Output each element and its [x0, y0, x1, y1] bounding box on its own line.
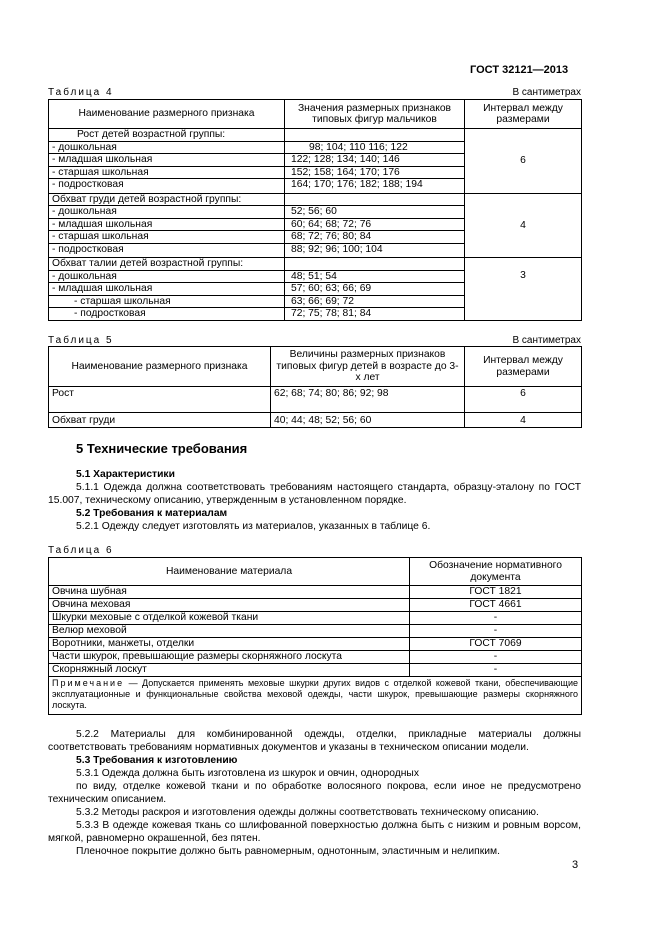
group-title: Рост детей возрастной группы: — [49, 129, 285, 142]
row-name: - дошкольная — [49, 141, 285, 154]
note-label: Примечание — [52, 678, 125, 688]
paragraph: 5.3.2 Методы раскроя и изготовления одежды должны соответствовать техническому описанию. — [76, 807, 539, 818]
table-4 — [48, 99, 582, 321]
paragraph: 5.3.1 Одежда должна быть изготовлена из шкурок и овчин, однородных — [76, 768, 419, 779]
interval-cell: 6 — [465, 129, 582, 194]
row-name: - младшая школьная — [49, 218, 285, 231]
table-row — [49, 638, 582, 651]
row-name: - старшая школьная — [49, 231, 285, 244]
row-interval: 6 — [465, 387, 582, 413]
row-values: 122; 128; 134; 140; 146 — [285, 154, 465, 167]
row-name: Велюр меховой — [49, 625, 410, 638]
table6-col-doc: Обозначение нормативного документа — [410, 558, 582, 586]
paragraph: 5.3.3 В одежде кожевая ткань со шлифованной поверхностью должна быть с низким и ровным ворсом, мягкой, равномерно окрашенной, без пятен. — [48, 820, 581, 845]
table4-header-row — [49, 100, 582, 129]
table5-unit: В сантиметрах — [512, 335, 581, 346]
row-doc: ГОСТ 7069 — [410, 638, 582, 651]
group-title: Обхват груди детей возрастной группы: — [49, 193, 285, 206]
table-row — [49, 599, 582, 612]
standard-header: ГОСТ 32121—2013 — [470, 64, 569, 76]
table4-label: Таблица 4 — [48, 87, 114, 98]
table-row — [49, 651, 582, 664]
row-name: Рост — [49, 387, 271, 413]
interval-cell: 3 — [465, 258, 582, 321]
row-name: Скорняжный лоскут — [49, 664, 410, 677]
subsection-title: 5.1 Характеристики — [76, 469, 175, 480]
row-doc: - — [410, 651, 582, 664]
row-values: 164; 170; 176; 182; 188; 194 — [285, 179, 465, 194]
table-row — [49, 413, 582, 428]
row-name: - старшая школьная — [49, 295, 285, 308]
row-name: Шкурки меховые с отделкой кожевой ткани — [49, 612, 410, 625]
row-values: 57; 60; 63; 66; 69 — [285, 283, 465, 296]
table-row — [49, 586, 582, 599]
row-name: - младшая школьная — [49, 154, 285, 167]
row-name: - младшая школьная — [49, 283, 285, 296]
subsection-title: 5.2 Требования к материалам — [76, 508, 228, 519]
table-row — [49, 625, 582, 638]
row-values: 48; 51; 54 — [285, 270, 465, 283]
table4-unit: В сантиметрах — [512, 87, 581, 98]
row-interval: 4 — [465, 413, 582, 428]
paragraph: 5.2.1 Одежду следует изготовлять из материалов, указанных в таблице 6. — [76, 521, 431, 532]
row-name: Овчина шубная — [49, 586, 410, 599]
table6-caption — [48, 545, 581, 556]
row-doc: - — [410, 612, 582, 625]
table4-col-interval: Интервал между размерами — [465, 100, 582, 129]
table6-header-row — [49, 558, 582, 586]
row-name: - дошкольная — [49, 206, 285, 219]
row-values: 40; 44; 48; 52; 56; 60 — [271, 413, 465, 428]
row-doc: - — [410, 664, 582, 677]
row-values: 98; 104; 110 116; 122 — [285, 141, 465, 154]
table5-col-interval: Интервал между размерами — [465, 347, 582, 387]
table-row — [49, 612, 582, 625]
table-row — [49, 258, 582, 271]
row-doc: ГОСТ 1821 — [410, 586, 582, 599]
row-doc: - — [410, 625, 582, 638]
table-row — [49, 387, 582, 413]
section-heading: 5 Технические требования — [76, 441, 248, 456]
table6-note-row — [49, 677, 582, 715]
row-name: - подростковая — [49, 243, 285, 258]
note-text: — Допускается применять меховые шкурки других видов с отделкой кожевой ткани, обеспечивающие эксплуатационные и функциональные свойства меховой одежды, части шкурок, превышающие размеры скорняжного лоскута. — [52, 678, 578, 710]
table-row — [49, 129, 582, 142]
row-name: - старшая школьная — [49, 166, 285, 179]
table6-col-name: Наименование материала — [49, 558, 410, 586]
row-values: 62; 68; 74; 80; 86; 92; 98 — [271, 387, 465, 413]
table-6 — [48, 557, 582, 715]
row-values: 152; 158; 164; 170; 176 — [285, 166, 465, 179]
row-values: 68; 72; 76; 80; 84 — [285, 231, 465, 244]
row-name: - подростковая — [49, 308, 285, 321]
row-values: 52; 56; 60 — [285, 206, 465, 219]
row-name: Обхват груди — [49, 413, 271, 428]
table6-label: Таблица 6 — [48, 545, 114, 556]
table5-col-name: Наименование размерного признака — [49, 347, 271, 387]
row-name: Овчина меховая — [49, 599, 410, 612]
table6-note — [49, 677, 582, 715]
table-5 — [48, 346, 582, 428]
row-values: 88; 92; 96; 100; 104 — [285, 243, 465, 258]
row-name: - дошкольная — [49, 270, 285, 283]
page-number: 3 — [572, 859, 579, 871]
table-row — [49, 664, 582, 677]
row-doc: ГОСТ 4661 — [410, 599, 582, 612]
table5-caption — [48, 335, 581, 346]
table4-col-name: Наименование размерного признака — [49, 100, 285, 129]
row-values: 63; 66; 69; 72 — [285, 295, 465, 308]
paragraph: 5.2.2 Материалы для комбинированной одежды, отделки, прикладные материалы должны соответствовать требованиям нормативных документов и указаны в техническом описании модели. — [48, 729, 581, 754]
table5-header-row — [49, 347, 582, 387]
group-title: Обхват талии детей возрастной группы: — [49, 258, 285, 271]
paragraph: по виду, отделке кожевой ткани и по обработке волосяного покрова, если иное не предусмотрено техническим описанием. — [48, 781, 581, 806]
paragraph: Пленочное покрытие должно быть равномерным, однотонным, эластичным и нелипким. — [76, 846, 500, 857]
subsection-title: 5.3 Требования к изготовлению — [76, 755, 238, 766]
row-name: Части шкурок, превышающие размеры скорняжного лоскута — [49, 651, 410, 664]
row-values: 72; 75; 78; 81; 84 — [285, 308, 465, 321]
paragraph: 5.1.1 Одежда должна соответствовать требованиям настоящего стандарта, образцу-эталону по ГОСТ 15.007, техническому описанию, утвержденным в установленном порядке. — [48, 482, 581, 507]
table4-col-values: Значения размерных признаков типовых фигур мальчиков — [285, 100, 465, 129]
table-row — [49, 193, 582, 206]
row-name: Воротники, манжеты, отделки — [49, 638, 410, 651]
row-name: - подростковая — [49, 179, 285, 194]
table4-caption — [48, 87, 581, 98]
interval-cell: 4 — [465, 193, 582, 258]
table5-col-values: Величины размерных признаков типовых фигур детей в возрасте до 3-х лет — [271, 347, 465, 387]
row-values: 60; 64; 68; 72; 76 — [285, 218, 465, 231]
table5-label: Таблица 5 — [48, 335, 114, 346]
